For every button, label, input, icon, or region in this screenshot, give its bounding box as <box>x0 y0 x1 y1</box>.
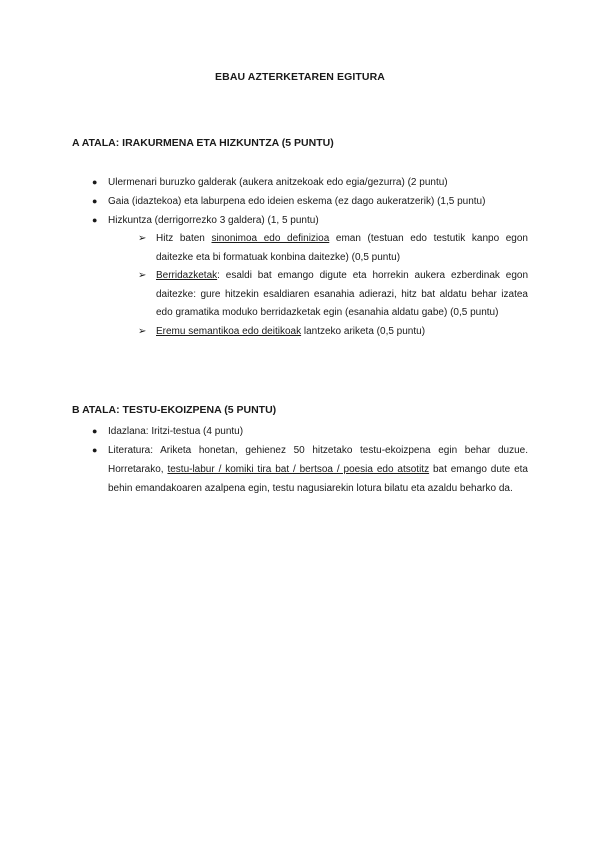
list-item-underlined-term: testu-labur / komiki tira bat / bertsoa / poesia edo atsotitz <box>167 464 430 475</box>
list-item <box>92 173 528 192</box>
arrow-bullet-icon: ➢ <box>138 325 147 337</box>
bullet-icon: ● <box>92 177 98 187</box>
sub-list-item <box>138 323 528 342</box>
list-item <box>92 441 528 498</box>
sub-list-item <box>138 230 528 267</box>
bullet-icon: ● <box>92 215 98 225</box>
hizkuntza-sublist <box>138 230 528 341</box>
sub-item-text-after: eman (testuan edo testutik kanpo egon daitezke eta bi formatuak konbina daitezke) (0,5 puntu) <box>156 233 528 263</box>
list-item <box>92 192 528 211</box>
sub-item-text-after: lantzeko ariketa (0,5 puntu) <box>301 325 426 337</box>
bullet-icon: ● <box>92 426 98 436</box>
section-b-heading: B ATALA: TESTU-EKOIZPENA (5 PUNTU) <box>72 404 277 416</box>
bullet-icon: ● <box>92 445 98 455</box>
sub-item-text-after: : esaldi bat emango digute eta horrekin aukera ezberdinak egon daitezke: gure hitzekin esaldiaren esanahia adierazi, hitz bat aldatu behar izatea edo gramatika moduko berridazketak egin (esanahia aldatu gabe) (0,5 puntu) <box>156 270 528 318</box>
list-item-text-before: Literatura: Ariketa honetan, gehienez 50 hitzetako testu-ekoizpena egin behar duzue. Horretarako, <box>108 445 528 475</box>
arrow-bullet-icon: ➢ <box>138 270 147 281</box>
sub-list-item <box>138 267 528 323</box>
sub-item-underlined-term: sinonimoa edo definizioa <box>211 233 330 244</box>
arrow-bullet-icon: ➢ <box>138 233 147 244</box>
list-item-text: Hizkuntza (derrigorrezko 3 galdera) (1, 5 puntu) <box>108 215 319 226</box>
document-title: EBAU AZTERKETAREN EGITURA <box>215 71 385 83</box>
list-item-text: Gaia (idaztekoa) eta laburpena edo ideien eskema (ez dago aukeratzerik) (1,5 puntu) <box>108 196 486 207</box>
sub-item-underlined-term: Berridazketak <box>156 270 218 281</box>
section-a-heading: A ATALA: IRAKURMENA ETA HIZKUNTZA (5 PUNTU) <box>72 137 334 149</box>
list-item-text: Ulermenari buruzko galderak (aukera anitzekoak edo egia/gezurra) (2 puntu) <box>108 177 448 188</box>
section-b-list <box>92 422 528 498</box>
bullet-icon: ● <box>92 196 98 206</box>
sub-item-underlined-term: Eremu semantikoa edo deitikoak <box>156 325 302 337</box>
section-a-list <box>92 173 528 341</box>
list-item-text-after: bat emango dute eta behin emandakoaren azalpena egin, testu nagusiarekin lotura bilatu eta azaldu beharko da. <box>108 464 528 494</box>
list-item-text: Idazlana: Iritzi-testua (4 puntu) <box>108 426 244 437</box>
list-item <box>92 211 528 341</box>
sub-item-text-before: Hitz baten <box>156 233 212 244</box>
list-item <box>92 422 528 441</box>
